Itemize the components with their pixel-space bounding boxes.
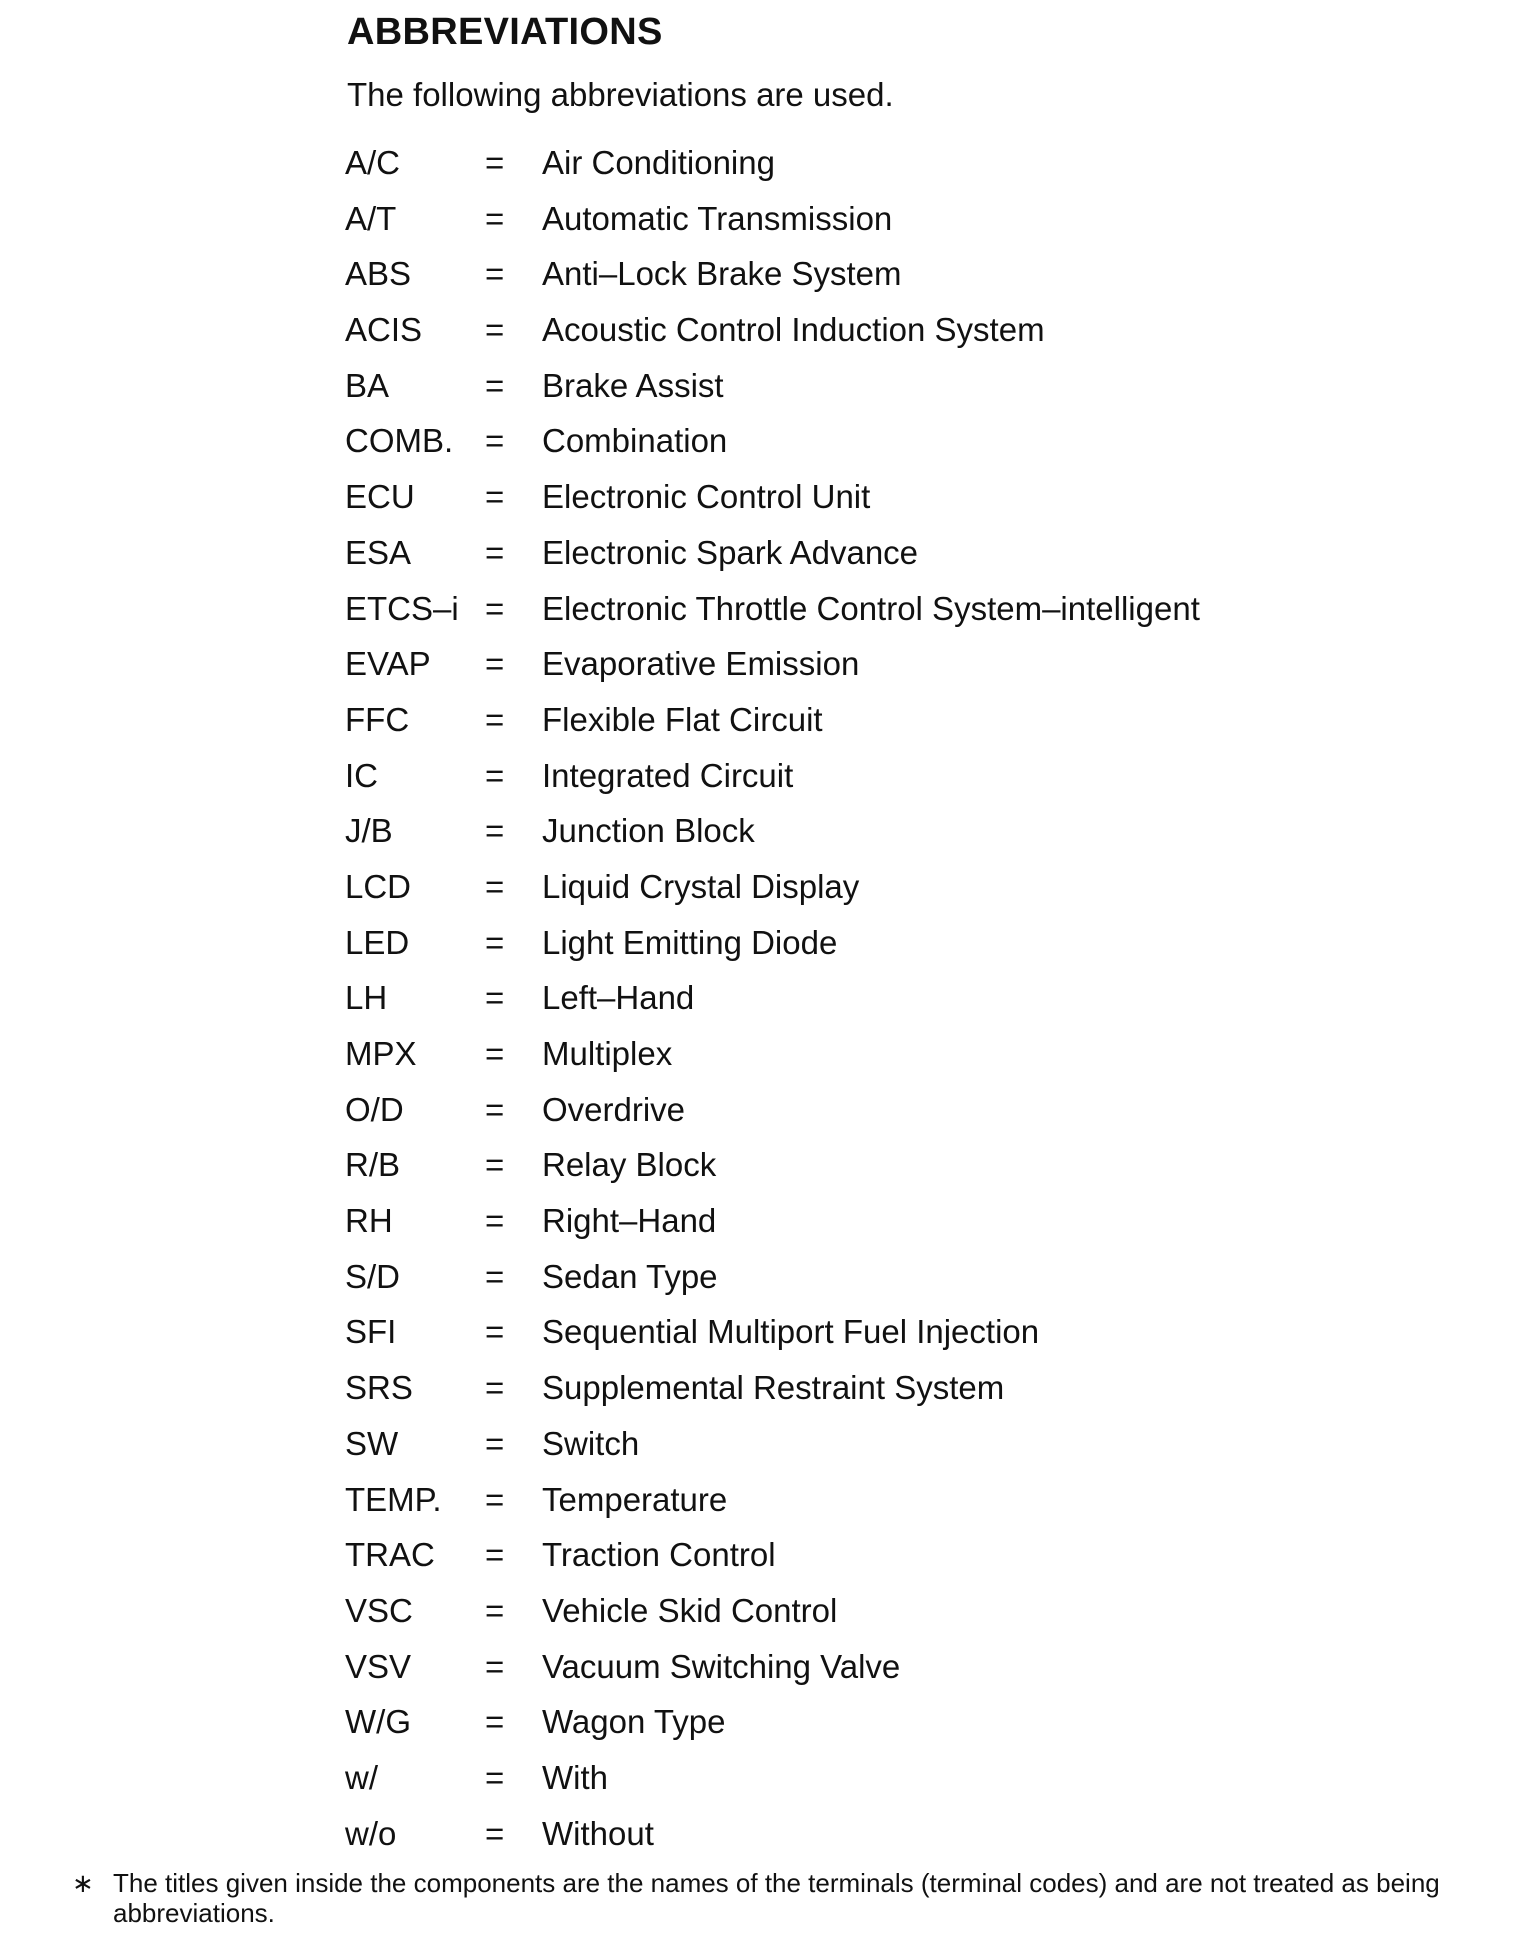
abbreviation-term: ESA bbox=[345, 533, 412, 571]
abbreviation-definition: Sequential Multiport Fuel Injection bbox=[542, 1313, 1040, 1351]
equals-sign: = bbox=[485, 1758, 505, 1796]
abbreviation-term: A/T bbox=[345, 199, 397, 237]
abbreviation-row bbox=[345, 1032, 1445, 1088]
equals-sign: = bbox=[485, 1424, 505, 1462]
abbreviation-definition: Junction Block bbox=[542, 812, 755, 850]
equals-sign: = bbox=[485, 1703, 505, 1741]
equals-sign: = bbox=[485, 311, 505, 349]
equals-sign: = bbox=[485, 1146, 505, 1184]
abbreviation-definition: Temperature bbox=[542, 1480, 728, 1518]
equals-sign: = bbox=[485, 1480, 505, 1518]
abbreviation-definition: Electronic Control Unit bbox=[542, 478, 871, 516]
abbreviation-definition: With bbox=[542, 1758, 608, 1796]
abbreviation-row bbox=[345, 642, 1445, 698]
page-title: ABBREVIATIONS bbox=[347, 11, 663, 53]
equals-sign: = bbox=[485, 255, 505, 293]
abbreviation-definition: Multiplex bbox=[542, 1035, 673, 1072]
abbreviation-definition: Sedan Type bbox=[542, 1257, 718, 1295]
abbreviation-row bbox=[345, 1812, 1445, 1868]
abbreviation-definition: Without bbox=[542, 1814, 654, 1852]
abbreviation-term: w/ bbox=[345, 1758, 378, 1796]
abbreviation-term: SFI bbox=[345, 1313, 397, 1351]
abbreviation-row bbox=[345, 364, 1445, 420]
abbreviation-term: TRAC bbox=[345, 1536, 435, 1574]
abbreviation-definition: Integrated Circuit bbox=[542, 756, 794, 794]
abbreviation-row bbox=[345, 1645, 1445, 1701]
abbreviation-term: SRS bbox=[345, 1369, 413, 1407]
abbreviation-definition: Right–Hand bbox=[542, 1202, 717, 1240]
equals-sign: = bbox=[485, 478, 505, 516]
abbreviation-definition: Liquid Crystal Display bbox=[542, 867, 860, 905]
abbreviation-row bbox=[345, 1143, 1445, 1199]
abbreviation-definition: Evaporative Emission bbox=[542, 645, 860, 683]
abbreviation-term: TEMP. bbox=[345, 1480, 442, 1518]
footnote-text: The titles given inside the components are the names of the terminals (terminal codes) and are not treated as being abbreviations. bbox=[113, 1868, 1440, 1928]
abbreviation-term: ACIS bbox=[345, 311, 423, 349]
abbreviation-row bbox=[345, 252, 1445, 308]
equals-sign: = bbox=[485, 1536, 505, 1574]
abbreviation-term: W/G bbox=[345, 1703, 411, 1741]
abbreviation-row bbox=[345, 141, 1445, 197]
abbreviation-term: ECU bbox=[345, 478, 415, 516]
abbreviation-definition: Acoustic Control Induction System bbox=[542, 311, 1045, 349]
abbreviation-term: VSC bbox=[345, 1591, 413, 1629]
abbreviation-row bbox=[345, 587, 1445, 643]
abbreviation-definition: Air Conditioning bbox=[542, 144, 775, 181]
abbreviation-row bbox=[345, 197, 1445, 253]
equals-sign: = bbox=[485, 700, 505, 738]
abbreviation-definition: Anti–Lock Brake System bbox=[542, 255, 902, 293]
intro-text: The following abbreviations are used. bbox=[347, 76, 894, 113]
equals-sign: = bbox=[485, 923, 505, 961]
abbreviation-term: COMB. bbox=[345, 422, 454, 460]
abbreviation-term: VSV bbox=[345, 1647, 412, 1685]
abbreviation-row bbox=[345, 809, 1445, 865]
abbreviation-row bbox=[345, 698, 1445, 754]
abbreviation-row bbox=[345, 1422, 1445, 1478]
abbreviation-definition: Brake Assist bbox=[542, 366, 724, 404]
abbreviation-term: SW bbox=[345, 1424, 399, 1462]
abbreviation-definition: Relay Block bbox=[542, 1146, 717, 1184]
equals-sign: = bbox=[485, 1202, 505, 1240]
abbreviation-row bbox=[345, 308, 1445, 364]
abbreviation-definition: Electronic Spark Advance bbox=[542, 533, 919, 571]
abbreviation-term: S/D bbox=[345, 1257, 401, 1295]
abbreviation-definition: Light Emitting Diode bbox=[542, 923, 838, 961]
abbreviation-row bbox=[345, 1255, 1445, 1311]
abbreviation-row bbox=[345, 1199, 1445, 1255]
abbreviation-row bbox=[345, 1756, 1445, 1812]
abbreviation-definition: Wagon Type bbox=[542, 1703, 726, 1741]
equals-sign: = bbox=[485, 867, 505, 905]
abbreviation-definition: Vacuum Switching Valve bbox=[542, 1647, 901, 1685]
abbreviation-term: BA bbox=[345, 366, 390, 404]
abbreviation-list bbox=[345, 141, 1445, 1867]
abbreviation-term: J/B bbox=[345, 812, 393, 850]
abbreviation-row bbox=[345, 1533, 1445, 1589]
abbreviation-term: EVAP bbox=[345, 645, 431, 683]
abbreviation-row bbox=[345, 1589, 1445, 1645]
abbreviation-definition: Flexible Flat Circuit bbox=[542, 700, 823, 738]
abbreviation-row bbox=[345, 1700, 1445, 1756]
equals-sign: = bbox=[485, 533, 505, 571]
equals-sign: = bbox=[485, 1313, 505, 1351]
abbreviation-row bbox=[345, 1478, 1445, 1534]
equals-sign: = bbox=[485, 366, 505, 404]
abbreviation-term: LED bbox=[345, 923, 410, 961]
abbreviation-row bbox=[345, 1366, 1445, 1422]
abbreviation-definition: Combination bbox=[542, 422, 728, 460]
abbreviation-term: LCD bbox=[345, 867, 412, 905]
abbreviation-term: R/B bbox=[345, 1146, 401, 1184]
abbreviation-term: RH bbox=[345, 1202, 393, 1240]
abbreviation-definition: Switch bbox=[542, 1424, 640, 1462]
equals-sign: = bbox=[485, 645, 505, 683]
abbreviation-row bbox=[345, 865, 1445, 921]
abbreviation-term: MPX bbox=[345, 1035, 417, 1072]
abbreviation-row bbox=[345, 976, 1445, 1032]
abbreviation-term: LH bbox=[345, 979, 388, 1017]
equals-sign: = bbox=[485, 422, 505, 460]
abbreviation-row bbox=[345, 419, 1445, 475]
equals-sign: = bbox=[485, 1257, 505, 1295]
abbreviation-term: ABS bbox=[345, 255, 412, 293]
equals-sign: = bbox=[485, 1369, 505, 1407]
abbreviation-row bbox=[345, 1310, 1445, 1366]
abbreviation-definition: Electronic Throttle Control System–intelligent bbox=[542, 589, 1200, 627]
equals-sign: = bbox=[485, 1035, 505, 1072]
abbreviation-definition: Automatic Transmission bbox=[542, 199, 893, 237]
abbreviation-row bbox=[345, 754, 1445, 810]
abbreviation-row bbox=[345, 921, 1445, 977]
equals-sign: = bbox=[485, 589, 505, 627]
equals-sign: = bbox=[485, 979, 505, 1017]
abbreviation-definition: Left–Hand bbox=[542, 979, 695, 1017]
equals-sign: = bbox=[485, 144, 505, 181]
equals-sign: = bbox=[485, 1591, 505, 1629]
equals-sign: = bbox=[485, 1814, 505, 1852]
footnote-asterisk: ∗ bbox=[72, 1868, 94, 1898]
abbreviation-term: O/D bbox=[345, 1090, 404, 1128]
abbreviation-term: w/o bbox=[345, 1814, 397, 1852]
abbreviation-term: ETCS–i bbox=[345, 589, 459, 627]
abbreviation-term: FFC bbox=[345, 700, 410, 738]
abbreviation-term: IC bbox=[345, 756, 378, 794]
abbreviation-definition: Vehicle Skid Control bbox=[542, 1591, 838, 1629]
abbreviation-definition: Supplemental Restraint System bbox=[542, 1369, 1005, 1407]
abbreviation-term: A/C bbox=[345, 144, 401, 181]
abbreviation-row bbox=[345, 475, 1445, 531]
abbreviation-definition: Overdrive bbox=[542, 1090, 686, 1128]
abbreviation-row bbox=[345, 531, 1445, 587]
equals-sign: = bbox=[485, 812, 505, 850]
equals-sign: = bbox=[485, 1090, 505, 1128]
abbreviation-definition: Traction Control bbox=[542, 1536, 776, 1574]
equals-sign: = bbox=[485, 1647, 505, 1685]
abbreviation-row bbox=[345, 1088, 1445, 1144]
equals-sign: = bbox=[485, 199, 505, 237]
equals-sign: = bbox=[485, 756, 505, 794]
